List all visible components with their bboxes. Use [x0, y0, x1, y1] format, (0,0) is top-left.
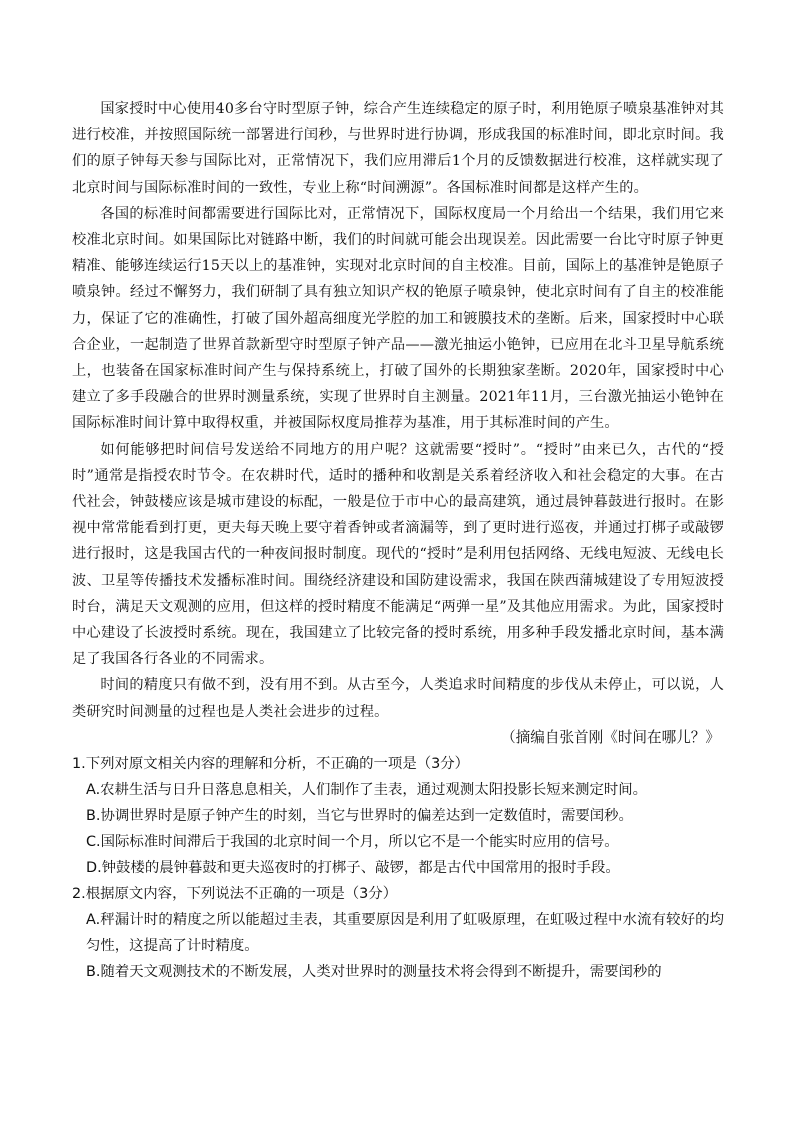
question-2-option-a: A.秤漏计时的精度之所以能超过圭表，其重要原因是利用了虹吸原理，在虹吸过程中水流有较好的均匀性，这提高了计时精度。 — [86, 911, 724, 954]
article-paragraph-1: 国家授时中心使用40多台守时型原子钟，综合产生连续稳定的原子时，利用铯原子喷泉基准钟对其进行校准，并按照国际统一部署进行闰秒，与世界时进行协调，形成我国的标准时间，即北京时间。我们的原子钟每天参与国际比对，正常情况下，我们应用滞后1个月的反馈数据进行校准，这样就实现了北京时间与国际标准时间的一致性，专业上称“时间溯源”。各国标准时间都是这样产生的。 — [72, 101, 724, 196]
question-1-option-a: A.农耕生活与日升日落息息相关，人们制作了圭表，通过观测太阳投影长短来测定时间。 — [86, 781, 648, 798]
article-paragraph-4: 时间的精度只有做不到，没有用不到。从古至今，人类追求时间精度的步伐从未停止，可以说，人类研究时间测量的过程也是人类社会进步的过程。 — [72, 677, 724, 720]
question-2-option-b: B.随着天文观测技术的不断发展，人类对世界时的测量技术将会得到不断提升，需要闰秒的 — [86, 963, 662, 980]
question-1-option-d: D.钟鼓楼的晨钟暮鼓和更夫巡夜时的打梆子、敲锣，都是古代中国常用的报时手段。 — [86, 859, 620, 876]
question-1-option-b: B.协调世界时是原子钟产生的时刻，当它与世界时的偏差达到一定数值时，需要闰秒。 — [86, 807, 633, 824]
article-paragraph-2: 各国的标准时间都需要进行国际比对，正常情况下，国际权度局一个月给出一个结果，我们用它来校准北京时间。如果国际比对链路中断，我们的时间就可能会出现误差。因此需要一台比守时原子钟更精准、能够连续运行15天以上的基准钟，实现对北京时间的自主校准。目前，国际上的基准钟是铯原子喷泉钟。经过不懈努力，我们研制了具有独立知识产权的铯原子喷泉钟，使北京时间有了自主的校准能力，保证了它的准确性，打破了国外超高细度光学腔的加工和镀膜技术的垄断。后来，国家授时中心联合企业，一起制造了世界首款新型守时型原子钟产品——激光抽运小铯钟，已应用在北斗卫星导航系统上，也装备在国家标准时间产生与保持系统上，打破了国外的长期独家垄断。2020年，国家授时中心建立了多手段融合的世界时测量系统，实现了世界时自主测量。2021年11月，三台激光抽运小铯钟在国际标准时间计算中取得权重，并被国际权度局推荐为基准，用于其标准时间的产生。 — [72, 205, 724, 432]
article — [72, 96, 724, 751]
question-2 — [72, 881, 724, 985]
article-paragraph-3: 如何能够把时间信号发送给不同地方的用户呢？这就需要“授时”。“授时”由来已久，古代的“授时”通常是指授农时节令。在农耕时代，适时的播种和收割是关系着经济收入和社会稳定的大事。在古代社会，钟鼓楼应该是城市建设的标配，一般是位于市中心的最高建筑，通过晨钟暮鼓进行报时。在影视中常常能看到打更，更夫每天晚上要守着香钟或者滴漏等，到了更时进行巡夜，并通过打梆子或敲锣进行报时，这是我国古代的一种夜间报时制度。现代的“授时”是利用包括网络、无线电短波、无线电长波、卫星等传播技术发播标准时间。围绕经济建设和国防建设需求，我国在陕西蒲城建设了专用短波授时台，满足天文观测的应用，但这样的授时精度不能满足“两弹一星”及其他应用需求。为此，国家授时中心建设了长波授时系统。现在，我国建立了比较完备的授时系统，用多种手段发播北京时间，基本满足了我国各行各业的不同需求。 — [72, 441, 724, 668]
question-2-stem: 2.根据原文内容，下列说法不正确的一项是（3分） — [72, 885, 398, 902]
question-1-option-c: C.国际标准时间滞后于我国的北京时间一个月，所以它不是一个能实时应用的信号。 — [86, 833, 619, 850]
question-1-stem: 1.下列对原文相关内容的理解和分析，不正确的一项是（3分） — [72, 755, 470, 772]
question-1 — [72, 751, 724, 881]
article-source: （摘编自张首刚《时间在哪儿？》 — [501, 728, 720, 746]
exam-page — [72, 96, 724, 985]
